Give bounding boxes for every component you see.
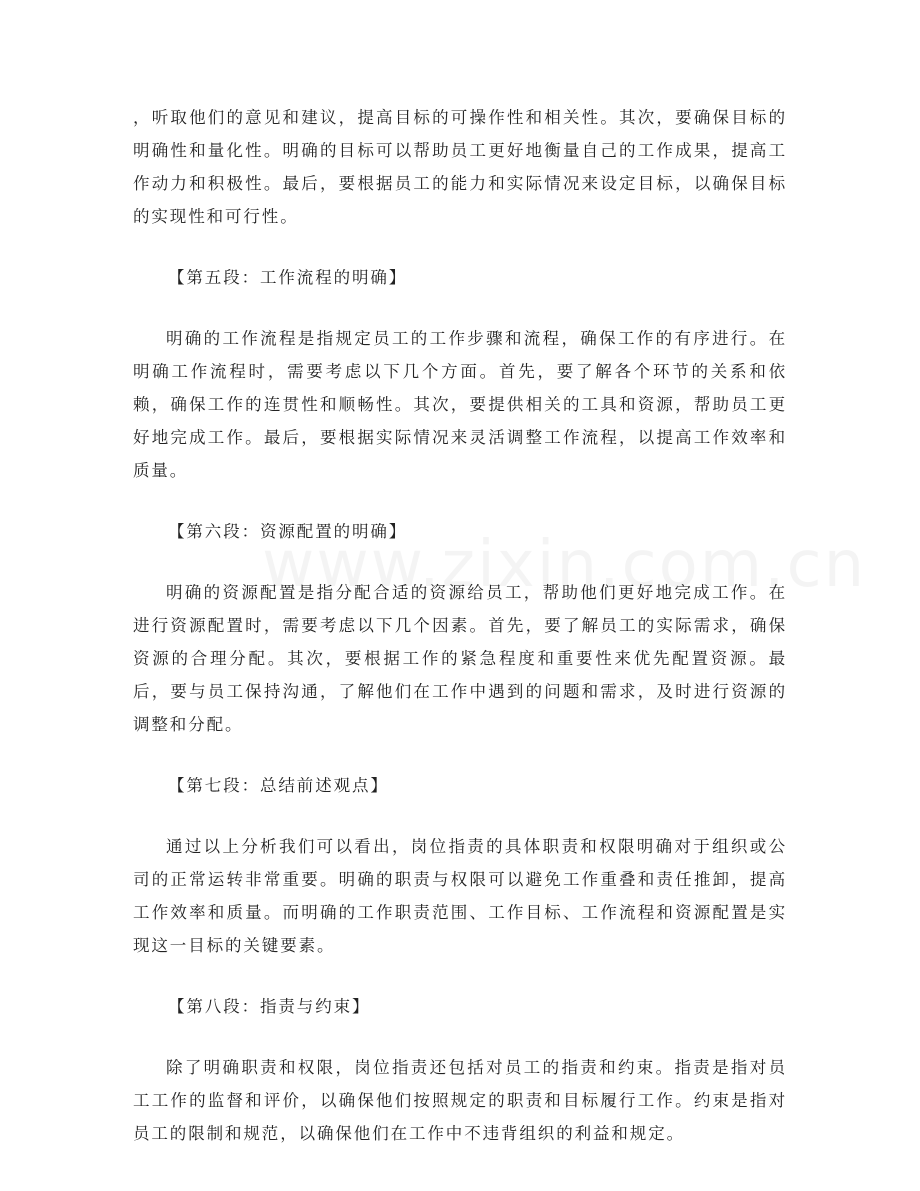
paragraph-resources: 明确的资源配置是指分配合适的资源给员工，帮助他们更好地完成工作。在进行资源配置时，需要考虑以下几个因素。首先，要了解员工的实际需求，确保资源的合理分配。其次，要根据工作的紧急程度和重要性来优先配置资源。最后，要与员工保持沟通，了解他们在工作中遇到的问题和需求，及时进行资源的调整和分配。	[133, 583, 787, 734]
paragraph-continuation: ，听取他们的意见和建议，提高目标的可操作性和相关性。其次，要确保目标的明确性和量化性。明确的目标可以帮助员工更好地衡量自己的工作成果，提高工作动力和积极性。最后，要根据员工的能力和实际情况来设定目标，以确保目标的实现性和可行性。	[133, 108, 787, 226]
section-heading-5: 【第五段：工作流程的明确】	[168, 268, 408, 287]
section-heading-6: 【第六段：资源配置的明确】	[168, 522, 408, 541]
paragraph-workflow: 明确的工作流程是指规定员工的工作步骤和流程，确保工作的有序进行。在明确工作流程时，需要考虑以下几个方面。首先，要了解各个环节的关系和依赖，确保工作的连贯性和顺畅性。其次，要提供相关的工具和资源，帮助员工更好地完成工作。最后，要根据实际情况来灵活调整工作流程，以提高工作效率和质量。	[133, 329, 787, 480]
paragraph-summary: 通过以上分析我们可以看出，岗位指责的具体职责和权限明确对于组织或公司的正常运转非常重要。明确的职责与权限可以避免工作重叠和责任推卸，提高工作效率和质量。而明确的工作职责范围、工作目标、工作流程和资源配置是实现这一目标的关键要素。	[133, 837, 787, 955]
paragraph-constraints: 除了明确职责和权限，岗位指责还包括对员工的指责和约束。指责是指对员工工作的监督和评价，以确保他们按照规定的职责和目标履行工作。约束是指对员工的限制和规范，以确保他们在工作中不违背组织的利益和规定。	[133, 1058, 787, 1143]
section-heading-7: 【第七段：总结前述观点】	[168, 776, 389, 795]
document-body	[133, 101, 787, 1178]
section-heading-8: 【第八段：指责与约束】	[168, 997, 371, 1016]
